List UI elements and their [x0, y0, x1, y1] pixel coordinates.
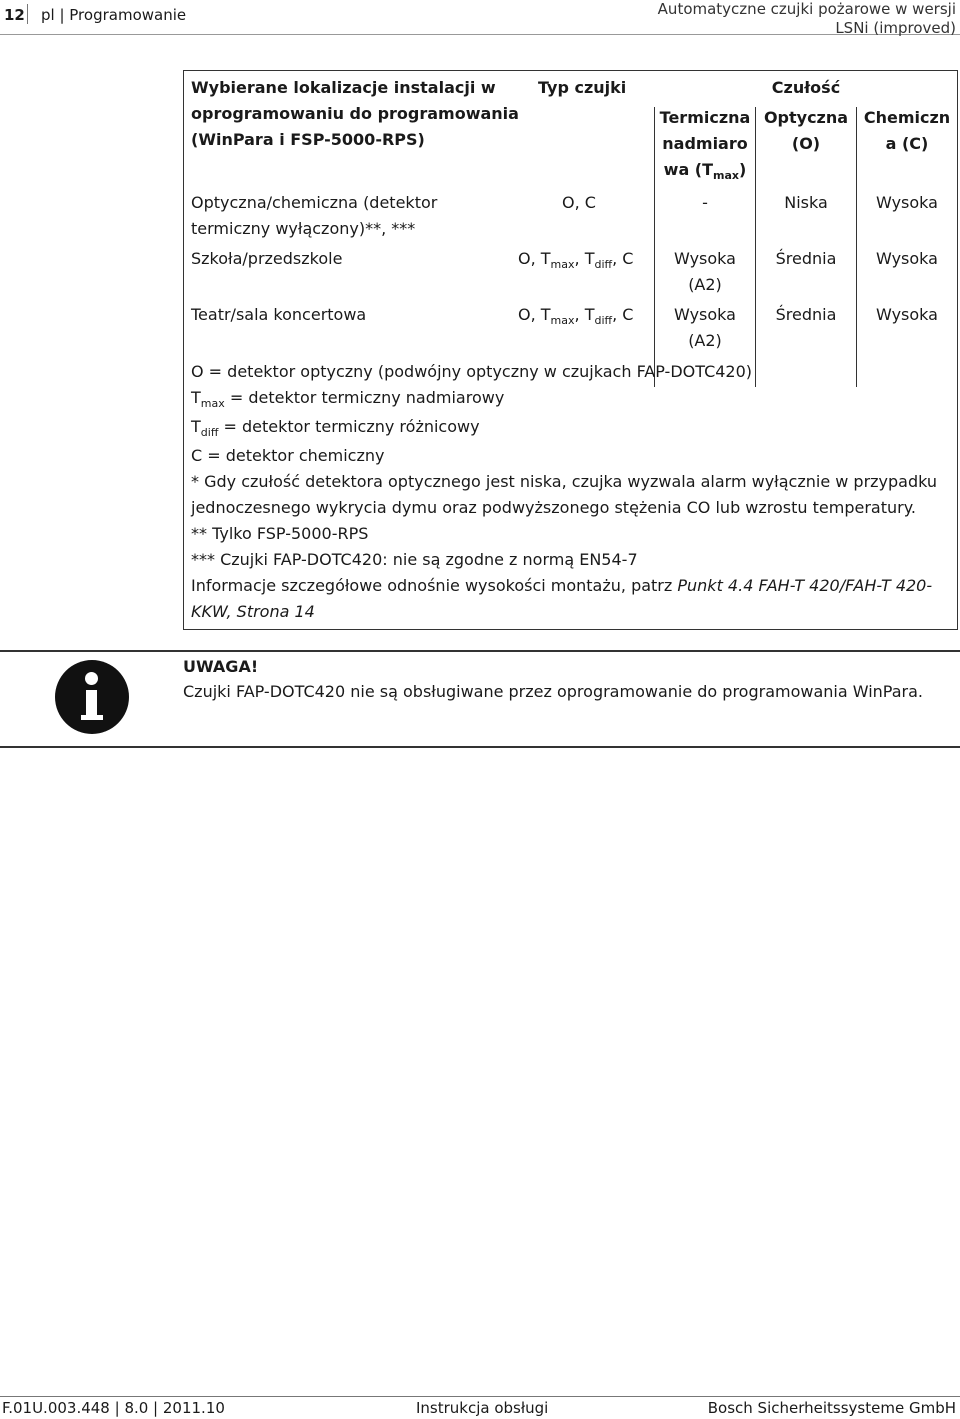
legend-text: = detektor termiczny nadmiarowy: [224, 388, 505, 407]
header-divider: [27, 4, 28, 24]
page-header: [0, 0, 960, 35]
cell-text: , C: [612, 305, 634, 324]
row-location: [191, 190, 521, 242]
page-footer: [0, 1396, 960, 1419]
cell-text: (A2): [688, 331, 722, 350]
detector-sensitivity-table: [183, 70, 958, 630]
cell-text: O, T: [518, 305, 551, 324]
cell-text: , T: [574, 305, 595, 324]
header-text: Optyczna: [763, 108, 849, 127]
subscript: diff: [594, 258, 613, 271]
column-header-sensitivity: Czułość: [771, 78, 841, 97]
note-divider-bottom: [0, 746, 960, 748]
footnote-star1-line2: jednoczesnego wykrycia dymu oraz podwyższonego stężenia CO lub wzrostu temperatury.: [191, 498, 916, 517]
footer-document-code: F.01U.003.448 | 8.0 | 2011.10: [2, 1399, 225, 1417]
info-icon: [55, 660, 129, 734]
header-text: ): [739, 160, 747, 179]
document-title-line1: Automatyczne czujki pożarowe w wersji: [657, 0, 956, 18]
row-location: Teatr/sala koncertowa: [191, 305, 367, 324]
cell-text: Wysoka: [674, 249, 736, 268]
subscript: diff: [200, 426, 219, 439]
row-optical: Niska: [784, 193, 828, 212]
header-text: Wybierane lokalizacje instalacji w: [191, 78, 496, 97]
cell-text: , T: [574, 249, 595, 268]
footnote-star1-line1: * Gdy czułość detektora optycznego jest niska, czujka wyzwala alarm wyłącznie w przypadku: [191, 472, 938, 491]
column-header-type: Typ czujki: [538, 78, 627, 97]
cell-text: O, T: [518, 249, 551, 268]
info-icon-base: [81, 715, 103, 720]
legend-tdiff: [191, 414, 951, 440]
row-thermal: -: [702, 193, 708, 212]
legend-chemical: C = detektor chemiczny: [191, 446, 385, 465]
column-header-optical: [756, 105, 856, 157]
subscript: max: [550, 258, 575, 271]
cell-text: Wysoka: [674, 305, 736, 324]
footer-company: Bosch Sicherheitssysteme GmbH: [707, 1399, 956, 1417]
header-text: Chemiczn: [863, 108, 951, 127]
subscript: diff: [594, 314, 613, 327]
row-thermal: [655, 302, 755, 354]
cell-text: , C: [612, 249, 634, 268]
row-chemical: Wysoka: [876, 249, 938, 268]
note-text: Czujki FAP-DOTC420 nie są obsługiwane przez oprogramowanie do programowania WinPara.: [183, 682, 924, 701]
header-text: Termiczna: [659, 108, 751, 127]
legend-text: = detektor termiczny różnicowy: [218, 417, 480, 436]
footer-document-type: Instrukcja obsługi: [416, 1399, 549, 1417]
footnote-star2: ** Tylko FSP-5000-RPS: [191, 524, 369, 543]
cross-reference-link[interactable]: KKW, Strona 14: [191, 602, 315, 621]
row-location: Szkoła/przedszkole: [191, 249, 343, 268]
cell-text: Optyczna/chemiczna (detektor: [191, 193, 438, 212]
column-header-chemical: [857, 105, 957, 157]
mounting-height-reference-cont: [191, 599, 951, 625]
header-text: (O): [791, 134, 821, 153]
row-chemical: Wysoka: [876, 305, 938, 324]
cell-text: termiczny wyłączony)**, ***: [191, 219, 416, 238]
cell-text: (A2): [688, 275, 722, 294]
row-detector-type: [518, 246, 633, 272]
header-text: wa (T: [663, 160, 714, 179]
row-detector-type: [518, 302, 633, 328]
info-icon-dot: [85, 672, 98, 685]
legend-text: Informacje szczegółowe odnośnie wysokości montażu, patrz: [191, 576, 678, 595]
document-title-line2: LSNi (improved): [835, 19, 956, 37]
header-text: oprogramowaniu do programowania: [191, 104, 519, 123]
row-chemical: Wysoka: [876, 193, 938, 212]
legend-optical: O = detektor optyczny (podwójny optyczny w czujkach FAP-DOTC420): [191, 362, 753, 381]
header-text: a (C): [885, 134, 929, 153]
footnote-star3: *** Czujki FAP-DOTC420: nie są zgodne z normą EN54-7: [191, 550, 638, 569]
cross-reference-link[interactable]: Punkt 4.4 FAH-T 420/FAH-T 420-: [677, 576, 933, 595]
document-title: [658, 0, 956, 38]
page-number: 12: [4, 6, 25, 24]
legend-text: T: [191, 417, 201, 436]
row-optical: Średnia: [775, 305, 837, 324]
column-header-thermal: [655, 105, 755, 183]
row-detector-type: O, C: [562, 193, 596, 212]
note-divider-top: [0, 650, 960, 652]
row-thermal: [655, 246, 755, 298]
column-header-location: [191, 75, 521, 153]
subscript: max: [550, 314, 575, 327]
subscript: max: [200, 397, 225, 410]
legend-text: T: [191, 388, 201, 407]
header-text: (WinPara i FSP-5000-RPS): [191, 130, 425, 149]
header-text: [655, 157, 755, 183]
section-title: pl | Programowanie: [41, 6, 187, 24]
note-title: UWAGA!: [183, 657, 259, 676]
legend-tmax: [191, 385, 951, 411]
subscript: max: [713, 169, 740, 182]
row-optical: Średnia: [775, 249, 837, 268]
header-text: nadmiaro: [662, 134, 748, 153]
mounting-height-reference: [191, 573, 951, 599]
